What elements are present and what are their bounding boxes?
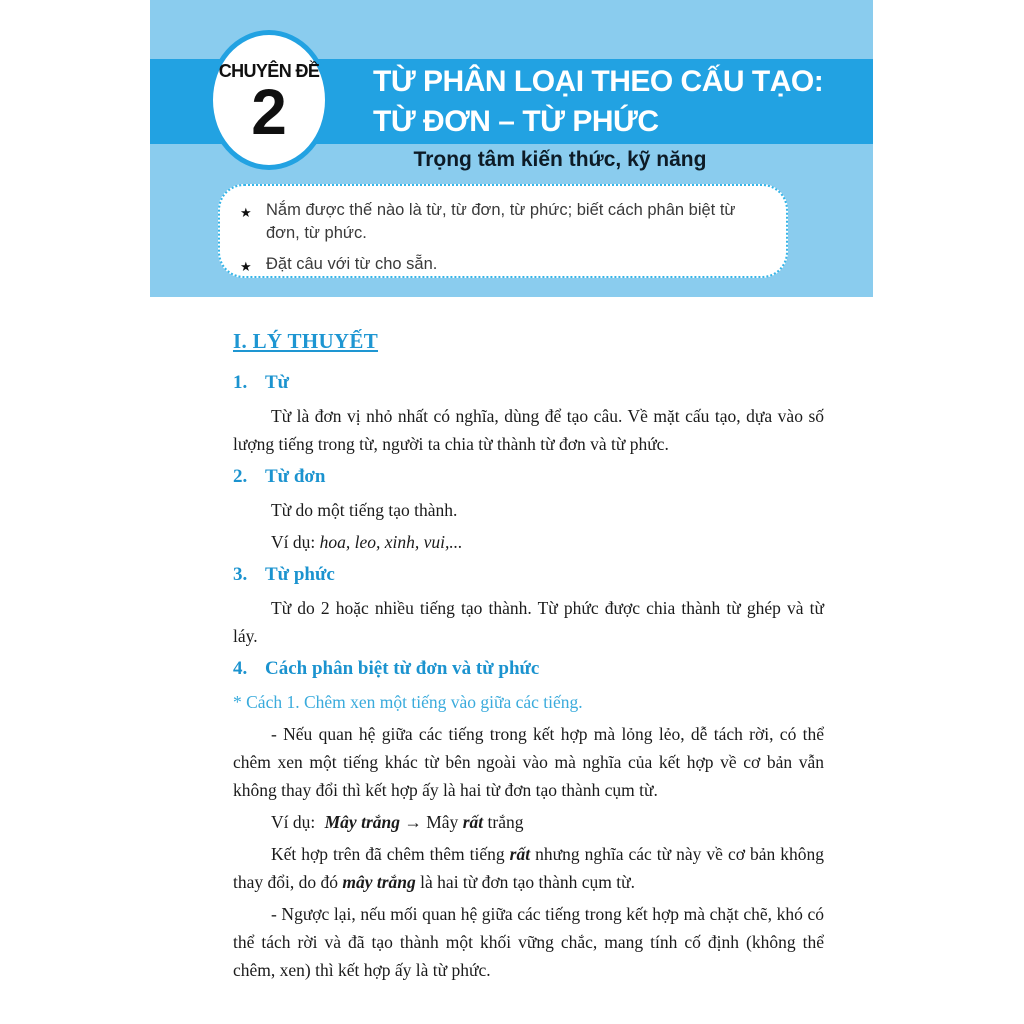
example-paragraph (233, 808, 824, 836)
star-icon: ★ (240, 259, 252, 274)
heading-number: 1. (233, 372, 248, 393)
objective-item (240, 199, 770, 245)
paragraph: Từ do một tiếng tạo thành. (271, 500, 458, 520)
objective-text: Nắm được thế nào là từ, từ đơn, từ phức; biết cách phân biệt từ đơn, từ phức. (266, 201, 736, 242)
paragraph-text: là hai từ đơn tạo thành cụm từ. (415, 872, 636, 892)
paragraph-text: nhưng nghĩa các từ này về cơ bản không thay đổi, do đó (233, 844, 824, 892)
example-term: Mây trắng (324, 812, 400, 832)
objective-text: Đặt câu với từ cho sẵn. (266, 255, 438, 273)
chapter-title-line-2: TỪ ĐƠN – TỪ PHỨC (373, 105, 659, 138)
example-tail: trắng (483, 812, 524, 832)
heading-number: 2. (233, 466, 248, 487)
heading-text: Cách phân biệt từ đơn và từ phức (265, 658, 540, 679)
numbered-heading-1 (233, 372, 824, 394)
content-column (233, 329, 824, 988)
heading-number: 3. (233, 564, 248, 585)
heading-number: 4. (233, 658, 248, 679)
emphasized-term: mây trắng (342, 872, 416, 892)
chapter-title (373, 62, 823, 142)
example-term: rất (462, 812, 484, 832)
paragraph (233, 840, 824, 896)
chapter-badge (208, 30, 330, 170)
heading-text: Từ (265, 372, 290, 393)
section-heading: I. LÝ THUYẾT (233, 329, 379, 353)
paragraph-text: Kết hợp trên đã chêm thêm tiếng (271, 844, 510, 864)
chapter-title-line-1: TỪ PHÂN LOẠI THEO CẤU TẠO: (373, 65, 824, 98)
method-subheading: * Cách 1. Chêm xen một tiếng vào giữa các tiếng. (233, 692, 583, 712)
objective-item (240, 253, 770, 278)
numbered-heading-4 (233, 658, 824, 680)
chapter-badge-number: 2 (251, 75, 287, 148)
paragraph: Từ do 2 hoặc nhiều tiếng tạo thành. Từ phức được chia thành từ ghép và từ láy. (233, 598, 824, 646)
paragraph: - Nếu quan hệ giữa các tiếng trong kết hợp mà lỏng lẻo, dễ tách rời, có thể chêm xen một tiếng khác từ bên ngoài vào mà nghĩa của kết hợp về cơ bản vẫn không thay đổi thì kết hợp ấy là hai từ đơn tạo thành cụm từ. (233, 724, 824, 800)
example-arrow-text: → Mây (399, 812, 463, 832)
example-paragraph (233, 528, 824, 556)
numbered-heading-3 (233, 564, 824, 586)
chapter-badge-label: CHUYÊN ĐỀ (218, 60, 320, 81)
paragraph: Từ là đơn vị nhỏ nhất có nghĩa, dùng để tạo câu. Về mặt cấu tạo, dựa vào số lượng tiếng trong từ, người ta chia từ thành từ đơn và từ phức. (233, 406, 824, 454)
heading-text: Từ đơn (265, 466, 326, 487)
example-words: hoa, leo, xinh, vui,... (319, 532, 463, 552)
section-subtitle: Trọng tâm kiến thức, kỹ năng (413, 148, 707, 171)
paragraph: - Ngược lại, nếu mối quan hệ giữa các tiếng trong kết hợp mà chặt chẽ, khó có thể tách rời và đã tạo thành một khối vững chắc, mang tính cố định (không thể chêm, xen) thì kết hợp ấy là từ phức. (233, 904, 824, 980)
star-icon: ★ (240, 205, 252, 220)
emphasized-term: rất (509, 844, 531, 864)
heading-text: Từ phức (265, 564, 335, 585)
numbered-heading-2 (233, 466, 824, 488)
objectives-box (218, 184, 788, 278)
example-label: Ví dụ: (271, 812, 320, 832)
example-label: Ví dụ: (271, 532, 320, 552)
header-banner (150, 0, 873, 297)
